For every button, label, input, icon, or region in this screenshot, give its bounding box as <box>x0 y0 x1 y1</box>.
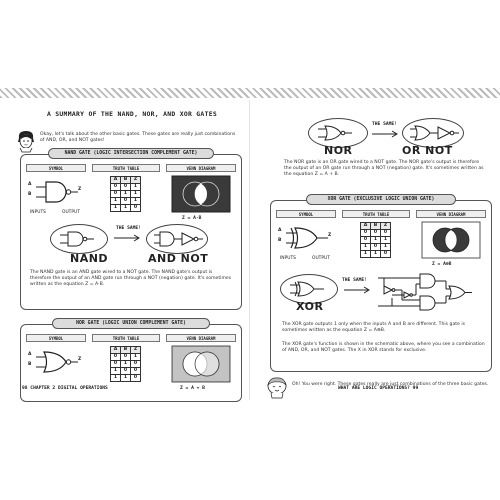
nand-col-symbol: SYMBOL <box>26 164 86 172</box>
xor-heading: XOR GATE (EXCLUSIVE LOGIC UNION GATE) <box>306 194 456 205</box>
left-footer: 98 CHAPTER 2 DIGITAL OPERATIONS <box>22 386 108 391</box>
nor-description: The NOR gate is an OR gate wired to a NOT gate. The NOR gate's output is therefore the output of an OR gate run through a NOT (negation) gate. It's sometimes written as the equation Z = A + B. <box>284 160 484 178</box>
nand-same-label: THE SAME! <box>116 226 141 231</box>
xor-input-b: B <box>278 238 282 243</box>
xor-description-1: The XOR gate outputs 1 only when the inputs A and B are different. This gate is sometimes written as the equation Z = A⊕B. <box>282 322 466 334</box>
nand-col-truth: TRUTH TABLE <box>92 164 160 172</box>
nor-same-arrow <box>370 130 400 138</box>
nor-venn-diagram <box>172 346 230 382</box>
nor-venn-equation: Z = A + B <box>180 386 205 391</box>
and-not-gates <box>152 230 204 248</box>
xor-hand-label: XOR <box>296 300 324 313</box>
right-footer: WHAT ARE LOGIC OPERATIONS? 99 <box>338 386 419 391</box>
xor-truth-table: A B Z 0 0 0 0 1 1 1 0 1 1 1 0 <box>360 222 391 258</box>
nand-input-b: B <box>28 192 32 197</box>
nor-heading: NOR GATE (LOGIC UNION COMPLEMENT GATE) <box>52 318 210 329</box>
nand-gate-symbol <box>32 178 82 208</box>
nor-col-truth: TRUTH TABLE <box>92 334 160 342</box>
page-title: A SUMMARY OF THE NAND, NOR, AND XOR GATES <box>46 110 218 118</box>
xor-same-arrow <box>342 286 372 294</box>
xor-venn-equation: Z = A⊕B <box>432 262 452 267</box>
intro-text: Okay, let's talk about the other basic gates. These gates are really just combinations of AND, OR, and NOT gates! <box>40 132 236 144</box>
xor-same-label: THE SAME! <box>342 278 367 283</box>
nor-gate-symbol <box>32 348 82 378</box>
nand-input-a: A <box>28 182 32 187</box>
nand-same-arrow <box>112 234 142 242</box>
nand-venn-equation: Z = A·B <box>182 216 202 221</box>
right-page <box>262 102 498 398</box>
or-not-gates <box>408 124 460 142</box>
xor-inputs-label: INPUTS <box>280 256 296 261</box>
nor-truth-table: A B Z 0 0 1 0 1 0 1 0 0 1 1 0 <box>110 346 141 382</box>
nand-output-z: Z <box>78 187 82 192</box>
xor-output-label: OUTPUT <box>312 256 330 261</box>
nor-output-z: Z <box>78 357 82 362</box>
xor-description-2: The XOR gate's function is shown in the schematic above, where you see a combination of AND, OR, and NOT gates. The X in XOR stands for exclusive. <box>282 342 485 354</box>
nor-input-a: A <box>28 352 32 357</box>
nand-bubble-gate <box>58 230 98 248</box>
nor-bubble-gate <box>316 124 356 142</box>
page-top-hatch <box>0 88 500 98</box>
xor-schematic <box>374 270 474 316</box>
nand-venn-diagram <box>172 176 230 212</box>
xor-col-truth: TRUTH TABLE <box>342 210 410 218</box>
xor-venn-diagram <box>422 222 480 258</box>
character-avatar <box>16 130 36 152</box>
nor-input-b: B <box>28 362 32 367</box>
xor-bubble-gate <box>288 280 328 298</box>
left-page <box>12 102 248 398</box>
nand-col-venn: VENN DIAGRAM <box>166 164 236 172</box>
and-not-hand-label: AND NOT <box>148 252 209 265</box>
nor-same-label: THE SAME! <box>372 122 397 127</box>
xor-gate-symbol <box>282 224 332 254</box>
nand-inputs-label: INPUTS <box>30 210 46 215</box>
outro-text: Oh! You were right. These gates really are just combinations of the three basic gates. <box>292 382 489 387</box>
xor-input-a: A <box>278 228 282 233</box>
book-spine <box>249 100 250 400</box>
xor-col-venn: VENN DIAGRAM <box>416 210 486 218</box>
girl-avatar <box>266 376 288 398</box>
or-not-hand-label: OR NOT <box>402 144 453 157</box>
xor-output-z: Z <box>328 233 332 238</box>
nor-col-venn: VENN DIAGRAM <box>166 334 236 342</box>
nand-hand-label: NAND <box>70 252 109 265</box>
nand-description: The NAND gate is an AND gate wired to a NOT gate. The NAND gate's output is therefore the output of an AND gate run through a NOT (negation) gate. It's sometimes written as the equation Z = A·B. <box>30 270 232 288</box>
nand-output-label: OUTPUT <box>62 210 80 215</box>
nand-heading: NAND GATE (LOGIC INTERSECTION COMPLEMENT GATE) <box>48 148 214 159</box>
nand-truth-table: A B Z 0 0 1 0 1 1 1 0 1 1 1 0 <box>110 176 141 212</box>
nor-hand-label: NOR <box>324 144 353 157</box>
nor-col-symbol: SYMBOL <box>26 334 86 342</box>
xor-col-symbol: SYMBOL <box>276 210 336 218</box>
